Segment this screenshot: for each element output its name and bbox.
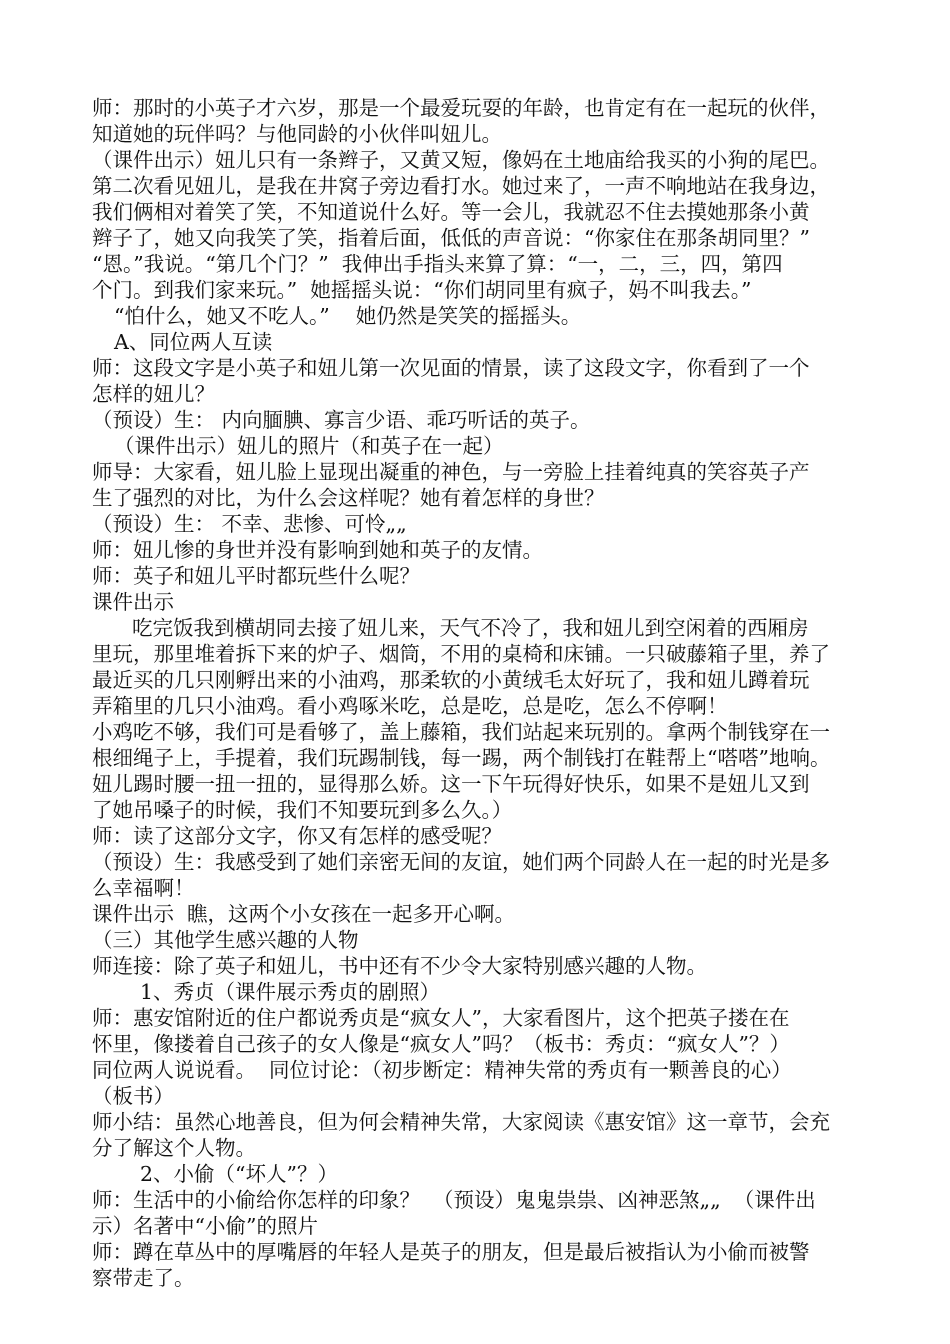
text-line: 第二次看见妞儿，是我在井窝子旁边看打水。她过来了，一声不响地站在我身边， [92, 174, 830, 198]
text-line: 小鸡吃不够，我们可是看够了，盖上藤箱，我们站起来玩别的。拿两个制钱穿在一 [92, 720, 830, 744]
text-line: 师导：大家看，妞儿脸上显现出凝重的神色，与一旁脸上挂着纯真的笑容英子产 [92, 460, 810, 484]
text-line: 同位两人说说看。 同位讨论：（初步断定：精神失常的秀贞有一颗善良的心） [92, 1058, 792, 1082]
text-line: 师：这段文字是小英子和妞儿第一次见面的情景，读了这段文字，你看到了一个 [92, 356, 810, 380]
text-line: “恩。”我说。“第几个门？” 我伸出手指头来算了算：“一，二，三，四，第四 [92, 252, 783, 276]
text-line: 最近买的几只刚孵出来的小油鸡，那柔软的小黄绒毛太好玩了，我和妞儿蹲着玩 [92, 668, 810, 692]
text-line: 么幸福啊！ [92, 876, 195, 900]
section-heading: A、同位两人互读 [114, 330, 273, 354]
text-line: （课件出示）妞儿只有一条辫子，又黄又短，像妈在土地庙给我买的小狗的尾巴。 [92, 148, 830, 172]
text-line: “怕什么，她又不吃人。” 她仍然是笑笑的摇摇头。 [114, 304, 582, 328]
text-line: （课件出示）妞儿的照片（和英子在一起） [114, 434, 504, 458]
text-line: 示）名著中“小偷”的照片 [92, 1214, 318, 1238]
text-line: 分了解这个人物。 [92, 1136, 256, 1160]
text-line: （预设）生：我感受到了她们亲密无间的友谊，她们两个同龄人在一起的时光是多 [92, 850, 830, 874]
text-line: 个门。到我们家来玩。” 她摇摇头说：“你们胡同里有疯子，妈不叫我去。” [92, 278, 752, 302]
text-line: 师小结：虽然心地善良，但为何会精神失常，大家阅读《惠安馆》这一章节，会充 [92, 1110, 830, 1134]
text-line: 师连接：除了英子和妞儿，书中还有不少令大家特别感兴趣的人物。 [92, 954, 707, 978]
text-line: 生了强烈的对比，为什么会这样呢？她有着怎样的身世？ [92, 486, 605, 510]
text-line: 妞儿踢时腰一扭一扭的，显得那么娇。这一下午玩得好快乐，如果不是妞儿又到 [92, 772, 810, 796]
text-line: 了她吊嗓子的时候，我们不知要玩到多么久。） [92, 798, 513, 822]
text-line: 知道她的玩伴吗？与他同龄的小伙伴叫妞儿。 [92, 122, 502, 146]
section-heading: （三）其他学生感兴趣的人物 [92, 928, 359, 952]
text-line: 师：英子和妞儿平时都玩些什么呢？ [92, 564, 420, 588]
text-line: 课件出示 瞧，这两个小女孩在一起多开心啊。 [92, 902, 516, 926]
document-page [92, 95, 872, 1291]
text-line: 师：妞儿惨的身世并没有影响到她和英子的友情。 [92, 538, 543, 562]
text-line: 里玩，那里堆着拆下来的炉子、烟筒，不用的桌椅和床铺。一只破藤箱子里，养了 [92, 642, 830, 666]
text-line: 课件出示 [92, 590, 174, 614]
text-line: 师：生活中的小偷给你怎样的印象？ （预设）鬼鬼祟祟、凶神恶煞„„ （课件出 [92, 1188, 816, 1212]
text-line: 师：那时的小英子才六岁，那是一个最爱玩耍的年龄，也肯定有在一起玩的伙伴， [92, 96, 830, 120]
subsection-heading: 1、秀贞（课件展示秀贞的剧照） [140, 980, 441, 1004]
text-line: 我们俩相对着笑了笑，不知道说什么好。等一会儿，我就忍不住去摸她那条小黄 [92, 200, 810, 224]
text-line: 察带走了。 [92, 1266, 195, 1290]
text-line: 吃完饭我到横胡同去接了妞儿来，天气不冷了，我和妞儿到空闲着的西厢房 [132, 616, 809, 640]
text-line: 怎样的妞儿？ [92, 382, 215, 406]
subsection-heading: 2、小偷（“坏人”？） [140, 1162, 339, 1186]
text-line: （板书） [92, 1084, 174, 1108]
text-line: 师：读了这部分文字，你又有怎样的感受呢？ [92, 824, 502, 848]
text-line: 师：蹲在草丛中的厚嘴唇的年轻人是英子的朋友，但是最后被指认为小偷而被警 [92, 1240, 810, 1264]
text-line: 弄箱里的几只小油鸡。看小鸡啄米吃，总是吃，总是吃，怎么不停啊！ [92, 694, 728, 718]
text-line: 辫子了，她又向我笑了笑，指着后面，低低的声音说：“你家住在那条胡同里？” [92, 226, 810, 250]
text-line: 师：惠安馆附近的住户都说秀贞是“疯女人”，大家看图片，这个把英子搂在在 [92, 1006, 790, 1030]
text-line: 怀里，像搂着自己孩子的女人像是“疯女人”吗？（板书：秀贞：“疯女人”？） [92, 1032, 790, 1056]
text-line: （预设）生： 内向腼腆、寡言少语、乖巧听话的英子。 [92, 408, 591, 432]
text-line: （预设）生： 不幸、悲惨、可怜„„ [92, 512, 407, 536]
text-line: 根细绳子上，手提着，我们玩踢制钱，每一踢，两个制钱打在鞋帮上“嗒嗒”地响。 [92, 746, 831, 770]
